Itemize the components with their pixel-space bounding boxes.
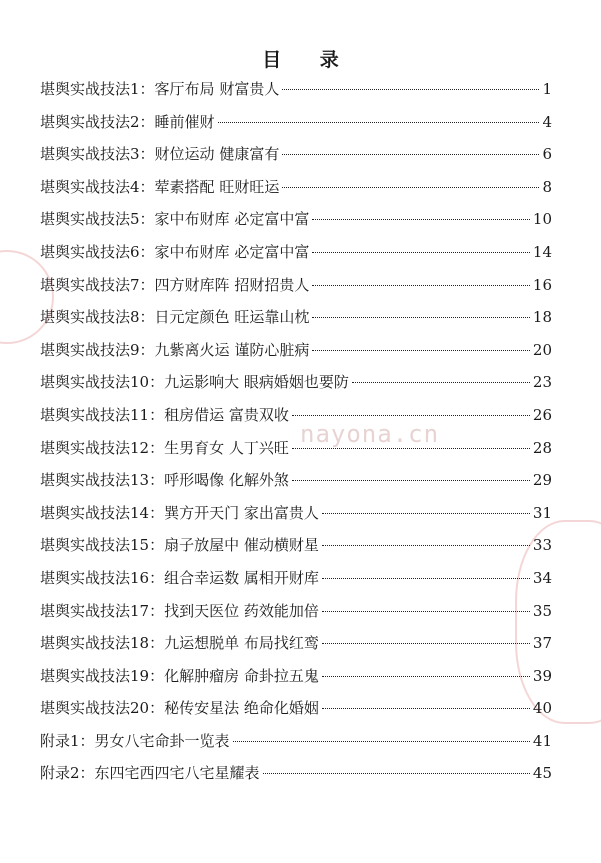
toc-entry-label: 堪舆实战技法6：家中布财库 必定富中富 — [40, 242, 310, 261]
dot-leader — [282, 89, 539, 90]
toc-entry-label: 堪舆实战技法13：呼形喝像 化解外煞 — [40, 471, 289, 490]
dot-leader — [312, 285, 530, 286]
dot-leader — [322, 545, 530, 546]
dot-leader — [218, 122, 539, 123]
toc-entry-page-number: 41 — [532, 731, 552, 750]
toc-entry-label: 堪舆实战技法12：生男育女 人丁兴旺 — [40, 438, 289, 457]
dot-leader — [312, 252, 530, 253]
toc-entry-label: 堪舆实战技法19：化解肿瘤房 命卦拉五鬼 — [40, 666, 319, 685]
dot-leader — [312, 350, 530, 351]
toc-entry[interactable] — [40, 340, 552, 373]
toc-entry-page-number: 4 — [542, 112, 552, 131]
dot-leader — [282, 187, 539, 188]
toc-entry[interactable] — [40, 666, 552, 699]
toc-entry[interactable] — [40, 372, 552, 405]
toc-entry[interactable] — [40, 470, 552, 503]
dot-leader — [263, 773, 530, 774]
toc-entry-page-number: 8 — [542, 177, 552, 196]
toc-entry-label: 堪舆实战技法20：秘传安星法 绝命化婚姻 — [40, 699, 319, 718]
toc-entry[interactable] — [40, 763, 552, 796]
toc-entry[interactable] — [40, 601, 552, 634]
toc-entry[interactable] — [40, 633, 552, 666]
toc-entry-label: 堪舆实战技法5：家中布财库 必定富中富 — [40, 210, 310, 229]
toc-entry-label: 堪舆实战技法2：睡前催财 — [40, 112, 215, 131]
toc-entry-label: 堪舆实战技法9：九紫离火运 谨防心脏病 — [40, 340, 310, 359]
toc-entry[interactable] — [40, 112, 552, 145]
dot-leader — [312, 219, 530, 220]
toc-entry[interactable] — [40, 438, 552, 471]
dot-leader — [292, 415, 530, 416]
toc-entry-page-number: 29 — [532, 471, 552, 490]
toc-entry-page-number: 14 — [532, 242, 552, 261]
toc-entry-page-number: 37 — [532, 634, 552, 653]
dot-leader — [282, 154, 539, 155]
toc-entry-label: 堪舆实战技法18：九运想脱单 布局找红鸾 — [40, 634, 319, 653]
toc-entry-label: 堪舆实战技法7：四方财库阵 招财招贵人 — [40, 275, 310, 294]
toc-entry-label: 堪舆实战技法1：客厅布局 财富贵人 — [40, 80, 280, 98]
dot-leader — [322, 513, 530, 514]
toc-entry-page-number: 1 — [542, 80, 552, 98]
toc-entry-page-number: 33 — [532, 536, 552, 555]
toc-entry-label: 附录2：东四宅西四宅八宅星耀表 — [40, 764, 260, 783]
dot-leader — [233, 741, 530, 742]
toc-entry[interactable] — [40, 144, 552, 177]
toc-entry-page-number: 34 — [532, 568, 552, 587]
toc-entry-page-number: 23 — [532, 373, 552, 392]
dot-leader — [322, 578, 530, 579]
toc-entry-page-number: 39 — [532, 666, 552, 685]
toc-entry-label: 附录1：男女八宅命卦一览表 — [40, 731, 230, 750]
toc-entry[interactable] — [40, 568, 552, 601]
dot-leader — [322, 708, 530, 709]
dot-leader — [352, 382, 530, 383]
page-title: 目 录 — [262, 49, 355, 71]
dot-leader — [322, 676, 530, 677]
toc-entry-label: 堪舆实战技法17：找到天医位 药效能加倍 — [40, 601, 319, 620]
toc-entry-page-number: 28 — [532, 438, 552, 457]
toc-entry-page-number: 6 — [542, 145, 552, 164]
table-of-contents — [40, 79, 552, 796]
toc-entry-page-number: 16 — [532, 275, 552, 294]
toc-entry[interactable] — [40, 535, 552, 568]
toc-entry[interactable] — [40, 503, 552, 536]
dot-leader — [292, 480, 530, 481]
toc-entry[interactable] — [40, 731, 552, 764]
toc-entry-label: 堪舆实战技法15：扇子放屋中 催动横财星 — [40, 536, 319, 555]
toc-entry-label: 堪舆实战技法10：九运影响大 眼病婚姻也要防 — [40, 373, 349, 392]
toc-entry-page-number: 26 — [532, 405, 552, 424]
toc-entry-label: 堪舆实战技法11：租房借运 富贵双收 — [40, 405, 289, 424]
toc-entry[interactable] — [40, 242, 552, 275]
toc-entry-page-number: 31 — [532, 503, 552, 522]
toc-entry[interactable] — [40, 79, 552, 112]
toc-entry-label: 堪舆实战技法4：荤素搭配 旺财旺运 — [40, 177, 280, 196]
toc-entry[interactable] — [40, 698, 552, 731]
toc-entry[interactable] — [40, 275, 552, 308]
toc-entry[interactable] — [40, 177, 552, 210]
toc-entry[interactable] — [40, 405, 552, 438]
toc-entry[interactable] — [40, 307, 552, 340]
toc-entry-label: 堪舆实战技法14：巽方开天门 家出富贵人 — [40, 503, 319, 522]
toc-entry-page-number: 35 — [532, 601, 552, 620]
watermark-text: nayona.cn — [300, 420, 440, 448]
toc-entry-page-number: 40 — [532, 699, 552, 718]
dot-leader — [322, 643, 530, 644]
toc-entry[interactable] — [40, 209, 552, 242]
toc-entry-page-number: 20 — [532, 340, 552, 359]
toc-entry-page-number: 18 — [532, 308, 552, 327]
toc-entry-label: 堪舆实战技法8：日元定颜色 旺运靠山枕 — [40, 308, 310, 327]
toc-entry-label: 堪舆实战技法16：组合幸运数 属相开财库 — [40, 568, 319, 587]
toc-entry-label: 堪舆实战技法3：财位运动 健康富有 — [40, 145, 280, 164]
dot-leader — [322, 611, 530, 612]
toc-entry-page-number: 10 — [532, 210, 552, 229]
dot-leader — [312, 317, 530, 318]
toc-entry-page-number: 45 — [532, 764, 552, 783]
